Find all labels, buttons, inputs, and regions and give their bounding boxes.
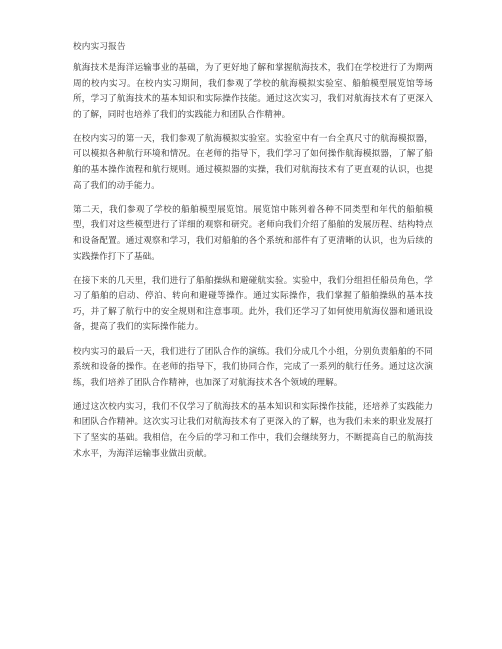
paragraph-conclusion: 通过这次校内实习，我们不仅学习了航海技术的基本知识和实际操作技能，还培养了实践能力和团队合作精神。这次实习让我们对航海技术有了更深入的了解，也为我们未来的职业发展打下了坚实的基础。我相信，在今后的学习和工作中，我们会继续努力，不断提高自己的航海技术水平，为海洋运输事业做出贡献。 (73, 401, 433, 459)
paragraph-intro: 航海技术是海洋运输事业的基础，为了更好地了解和掌握航海技术，我们在学校进行了为期两周的校内实习。在校内实习期间，我们参观了学校的航海模拟实验室、船舶模型展览馆等场所，学习了航海技术的基本知识和实际操作技能。通过这次实习，我们对航海技术有了更深入的了解，同时也培养了我们的实践能力和团队合作精神。 (73, 63, 433, 120)
paragraph-day-two: 第二天，我们参观了学校的船舶模型展览馆。展览馆中陈列着各种不同类型和年代的船舶模型，我们对这些模型进行了详细的观察和研究。老师向我们介绍了船舶的发展历程、结构特点和设备配置。通过观察和学习，我们对船舶的各个系统和部件有了更清晰的认识，也为后续的实践操作打下了基础。 (73, 204, 433, 262)
paragraph-day-one: 在校内实习的第一天，我们参观了航海模拟实验室。实验室中有一台全真尺寸的航海模拟器，可以模拟各种航行环境和情况。在老师的指导下，我们学习了如何操作航海模拟器，了解了船舶的基本操作流程和航行规则。通过模拟器的实操，我们对航海技术有了更直观的认识，也提高了我们的动手能力。 (73, 133, 433, 191)
document-body (73, 41, 433, 471)
document-title: 校内实习报告 (73, 42, 126, 52)
paragraph-following-days: 在接下来的几天里，我们进行了船舶操纵和避碰航实验。实验中，我们分组担任船员角色，学习了船舶的启动、停泊、转向和避碰等操作。通过实际操作，我们掌握了船舶操纵的基本技巧，并了解了航行中的安全规则和注意事项。此外，我们还学习了如何使用航海仪器和通讯设备，提高了我们的实际操作能力。 (73, 275, 433, 333)
paragraph-last-day: 校内实习的最后一天，我们进行了团队合作的演练。我们分成几个小组，分别负责船舶的不同系统和设备的操作。在老师的指导下，我们协同合作，完成了一系列的航行任务。通过这次演练，我们培养了团队合作精神，也加深了对航海技术各个领域的理解。 (73, 346, 433, 388)
